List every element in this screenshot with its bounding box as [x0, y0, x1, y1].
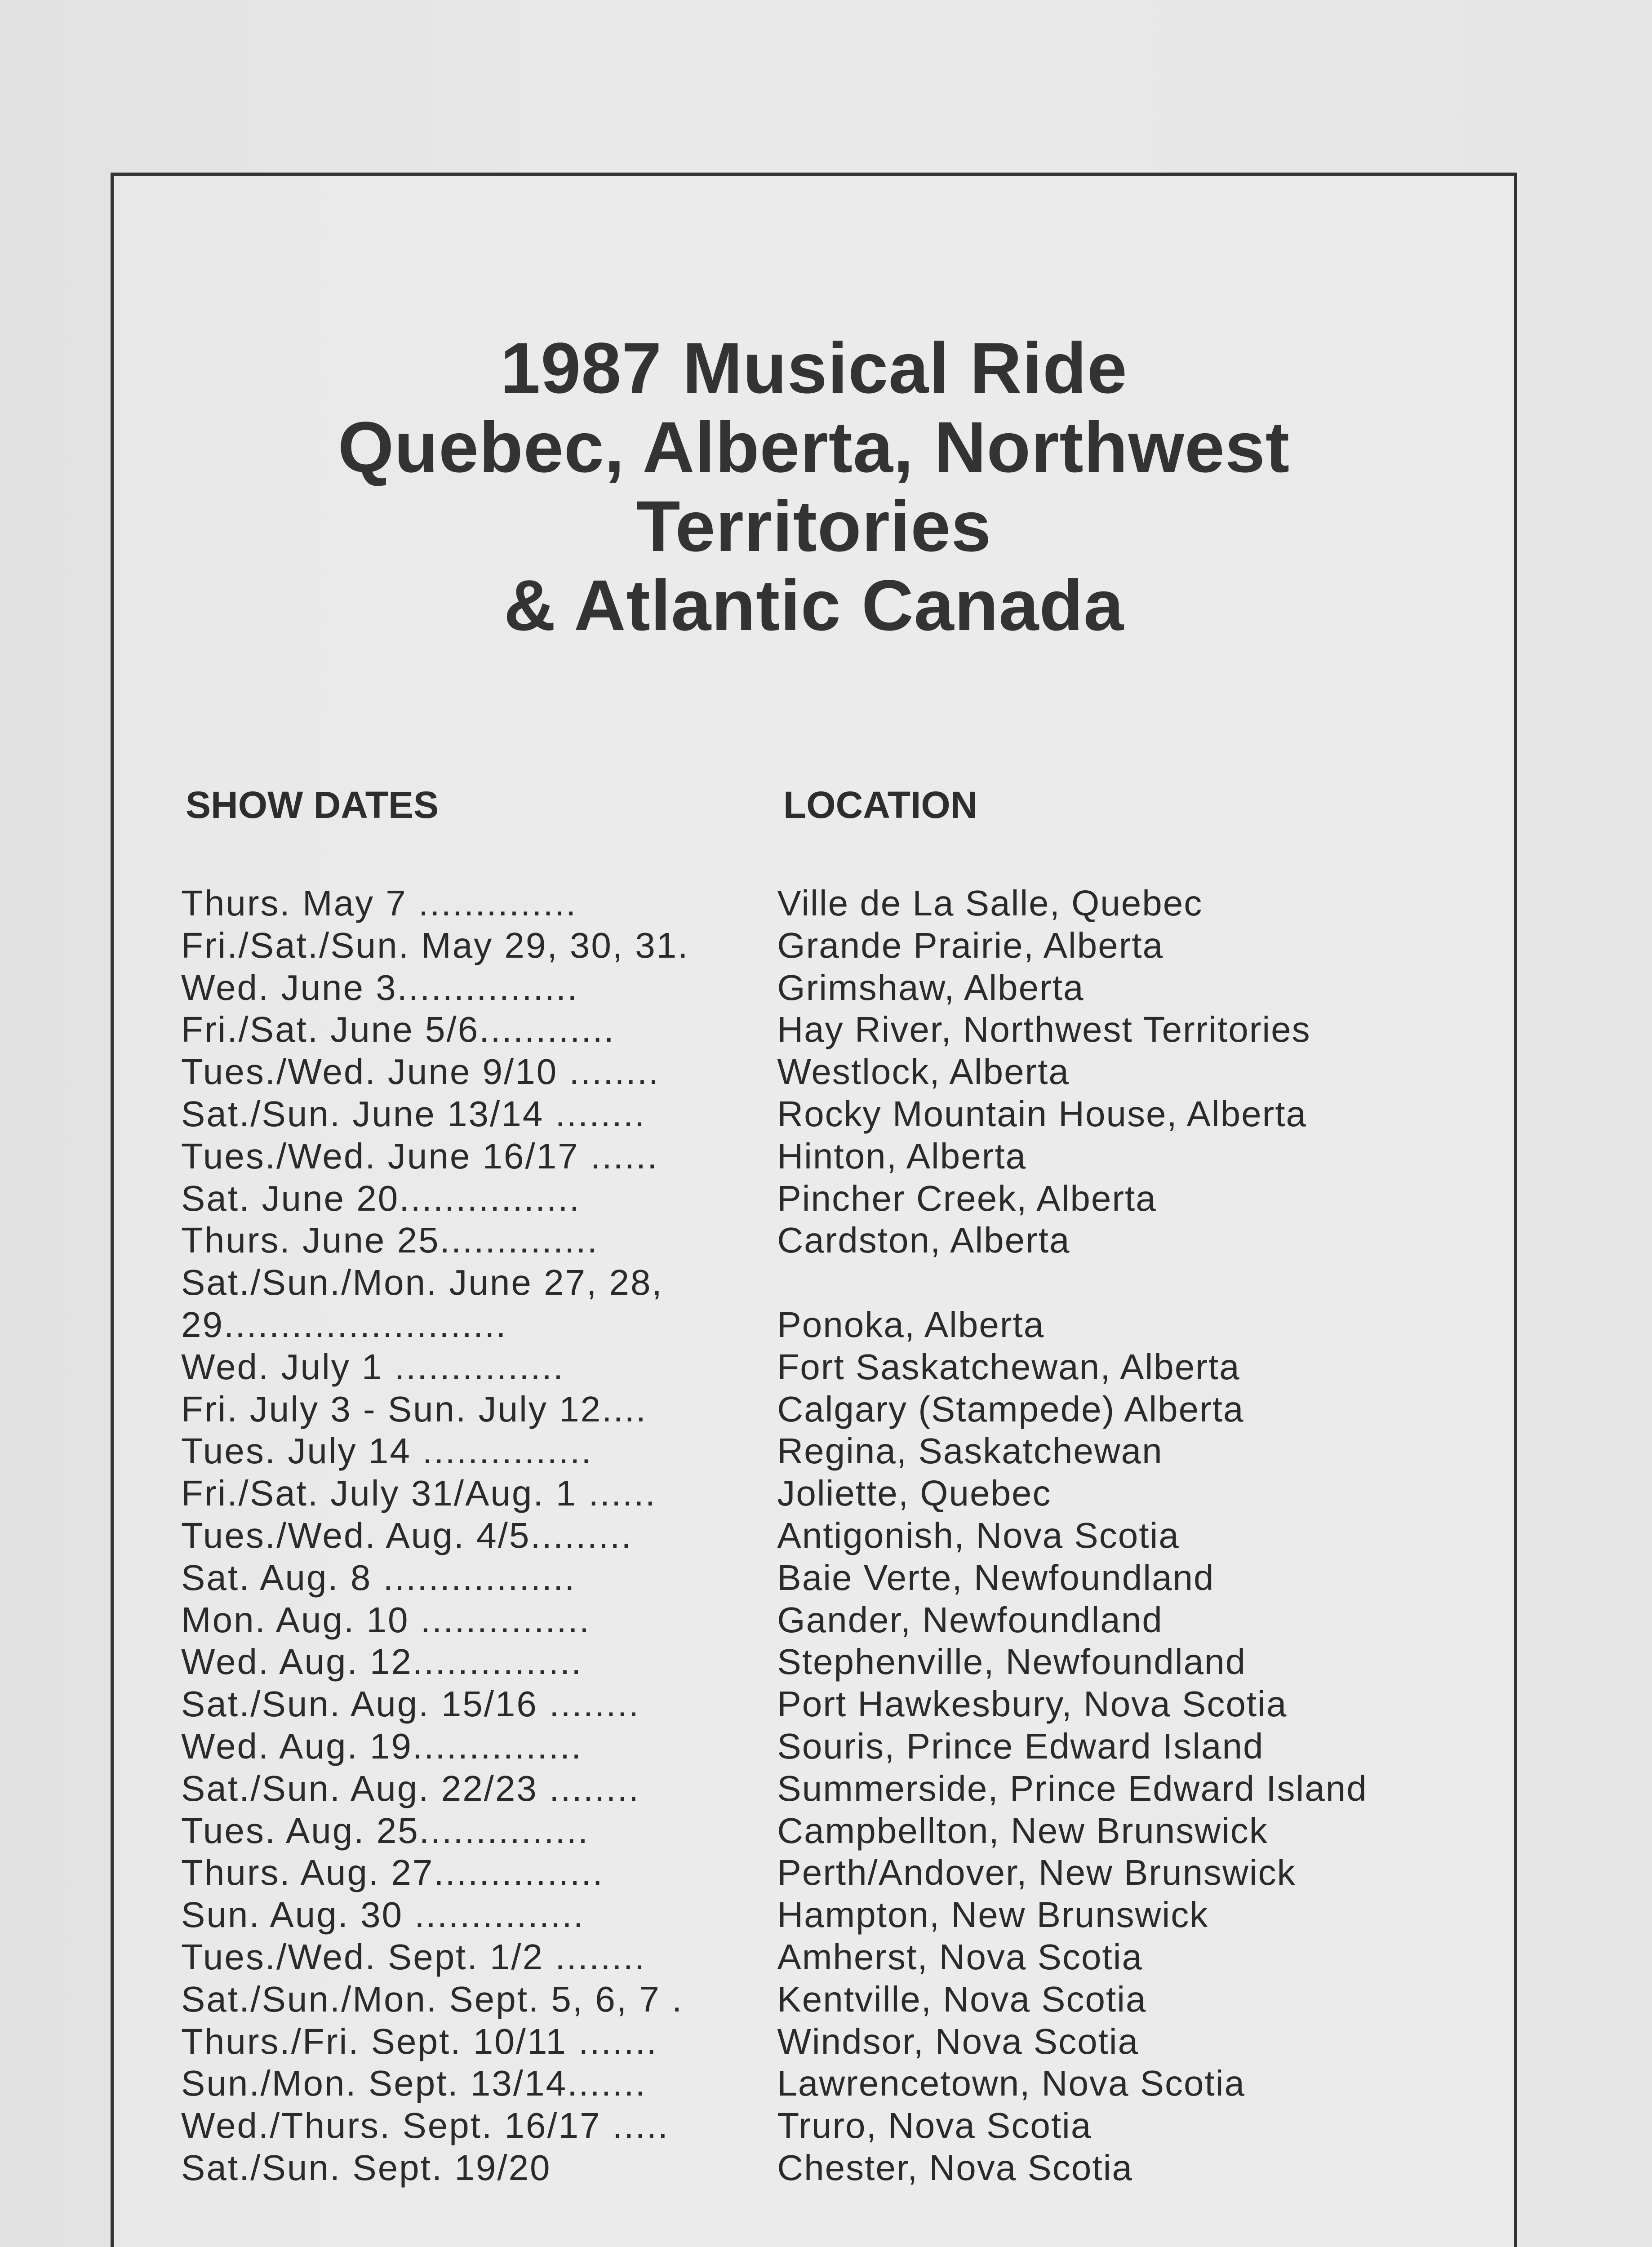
schedule-row [181, 1641, 1475, 1683]
schedule-row [181, 1261, 1475, 1346]
show-date: Tues./Wed. Aug. 4/5......... [181, 1515, 633, 1555]
show-date: Wed. July 1 ............... [181, 1346, 565, 1387]
schedule-row [181, 1430, 1475, 1472]
show-location: Rocky Mountain House, Alberta [777, 1093, 1307, 1134]
show-location: Kentville, Nova Scotia [777, 1979, 1147, 2019]
show-date: Wed. Aug. 12............... [181, 1642, 583, 1682]
show-location: Stephenville, Newfoundland [777, 1642, 1247, 1682]
show-location: Truro, Nova Scotia [777, 2105, 1092, 2146]
show-date: Tues./Wed. Sept. 1/2 ........ [181, 1936, 646, 1977]
show-location: Perth/Andover, New Brunswick [777, 1852, 1296, 1893]
schedule-row [181, 1599, 1475, 1641]
show-location: Fort Saskatchewan, Alberta [777, 1346, 1240, 1387]
show-location: Amherst, Nova Scotia [777, 1936, 1143, 1977]
schedule-row [181, 1135, 1475, 1177]
schedule-row [181, 1978, 1475, 2021]
show-location: Souris, Prince Edward Island [777, 1726, 1264, 1766]
page-title [114, 329, 1514, 645]
show-location: Regina, Saskatchewan [777, 1431, 1163, 1471]
schedule-row [181, 2021, 1475, 2063]
show-date: Sat./Sun. Sept. 19/20 [181, 2147, 551, 2188]
schedule-row [181, 1725, 1475, 1767]
show-location: Chester, Nova Scotia [777, 2147, 1133, 2188]
schedule-row [181, 1767, 1475, 1810]
show-date: Tues./Wed. June 9/10 ........ [181, 1052, 660, 1092]
show-date: Sat./Sun. Aug. 22/23 ........ [181, 1768, 640, 1808]
show-location: Ponoka, Alberta [777, 1304, 1045, 1345]
show-location: Port Hawkesbury, Nova Scotia [777, 1684, 1288, 1724]
show-location: Cardston, Alberta [777, 1220, 1070, 1261]
show-date: Sun./Mon. Sept. 13/14....... [181, 2063, 647, 2104]
show-date: Mon. Aug. 10 ............... [181, 1599, 591, 1640]
show-date: Tues. July 14 ............... [181, 1431, 593, 1471]
show-date: Fri./Sat./Sun. May 29, 30, 31. [181, 925, 689, 965]
show-date: Thurs./Fri. Sept. 10/11 ....... [181, 2021, 658, 2061]
show-date: Sat./Sun. June 13/14 ........ [181, 1093, 646, 1134]
show-location: Gander, Newfoundland [777, 1599, 1163, 1640]
show-date: Wed./Thurs. Sept. 16/17 ..... [181, 2105, 670, 2146]
location-header: LOCATION [783, 784, 978, 826]
show-date: Sun. Aug. 30 ............... [181, 1895, 585, 1935]
show-location: Joliette, Quebec [777, 1473, 1052, 1514]
show-location: Westlock, Alberta [777, 1052, 1070, 1092]
show-location: Pincher Creek, Alberta [777, 1178, 1157, 1218]
title-line: Quebec, Alberta, Northwest [338, 407, 1290, 487]
schedule-row [181, 1346, 1475, 1388]
show-location: Baie Verte, Newfoundland [777, 1557, 1215, 1598]
show-location: Hay River, Northwest Territories [777, 1009, 1311, 1050]
show-date: Tues. Aug. 25............... [181, 1810, 590, 1851]
show-date: Thurs. June 25.............. [181, 1220, 599, 1261]
schedule-row [181, 2105, 1475, 2147]
show-date: Sat./Sun./Mon. June 27, 28, 29......................... [181, 1262, 675, 1345]
title-line: & Atlantic Canada [503, 565, 1124, 645]
show-date: Fri. July 3 - Sun. July 12.... [181, 1389, 647, 1429]
show-date: Tues./Wed. June 16/17 ...... [181, 1136, 659, 1176]
show-date: Wed. June 3................ [181, 967, 579, 1008]
show-date: Sat./Sun./Mon. Sept. 5, 6, 7 . [181, 1979, 684, 2019]
show-location: Lawrencetown, Nova Scotia [777, 2063, 1245, 2104]
schedule-row [181, 967, 1475, 1009]
schedule-list [181, 882, 1475, 2189]
show-location: Hampton, New Brunswick [777, 1895, 1209, 1935]
schedule-row [181, 1008, 1475, 1051]
show-date: Wed. Aug. 19............... [181, 1726, 583, 1766]
show-location: Summerside, Prince Edward Island [777, 1768, 1368, 1808]
schedule-row [181, 1177, 1475, 1220]
schedule-row [181, 1852, 1475, 1894]
schedule-row [181, 1936, 1475, 1978]
schedule-row [181, 924, 1475, 967]
schedule-row [181, 1093, 1475, 1135]
schedule-row [181, 1683, 1475, 1725]
schedule-row [181, 1472, 1475, 1514]
show-location: Windsor, Nova Scotia [777, 2021, 1139, 2061]
show-location: Grimshaw, Alberta [777, 967, 1084, 1008]
show-dates-header: SHOW DATES [186, 784, 439, 826]
schedule-row [181, 1557, 1475, 1599]
schedule-row [181, 882, 1475, 924]
show-location: Ville de La Salle, Quebec [777, 883, 1203, 923]
schedule-box [111, 173, 1517, 2247]
show-location: Hinton, Alberta [777, 1136, 1027, 1176]
show-date: Thurs. Aug. 27............... [181, 1852, 604, 1893]
schedule-row [181, 1894, 1475, 1936]
schedule-row [181, 1388, 1475, 1430]
schedule-row [181, 2147, 1475, 2189]
title-line: Territories [636, 486, 992, 566]
schedule-row [181, 1514, 1475, 1557]
show-location: Grande Prairie, Alberta [777, 925, 1164, 965]
schedule-row [181, 1219, 1475, 1261]
show-date: Fri./Sat. July 31/Aug. 1 ...... [181, 1473, 657, 1514]
schedule-row [181, 1051, 1475, 1093]
schedule-row [181, 1810, 1475, 1852]
show-date: Sat./Sun. Aug. 15/16 ........ [181, 1684, 640, 1724]
schedule-row [181, 2062, 1475, 2105]
show-date: Sat. Aug. 8 ................. [181, 1557, 576, 1598]
show-location: Antigonish, Nova Scotia [777, 1515, 1180, 1555]
title-line: 1987 Musical Ride [500, 328, 1128, 408]
show-date: Sat. June 20................ [181, 1178, 581, 1218]
show-date: Thurs. May 7 .............. [181, 883, 577, 923]
show-location: Calgary (Stampede) Alberta [777, 1389, 1244, 1429]
show-location: Campbellton, New Brunswick [777, 1810, 1268, 1851]
show-date: Fri./Sat. June 5/6............ [181, 1009, 615, 1050]
